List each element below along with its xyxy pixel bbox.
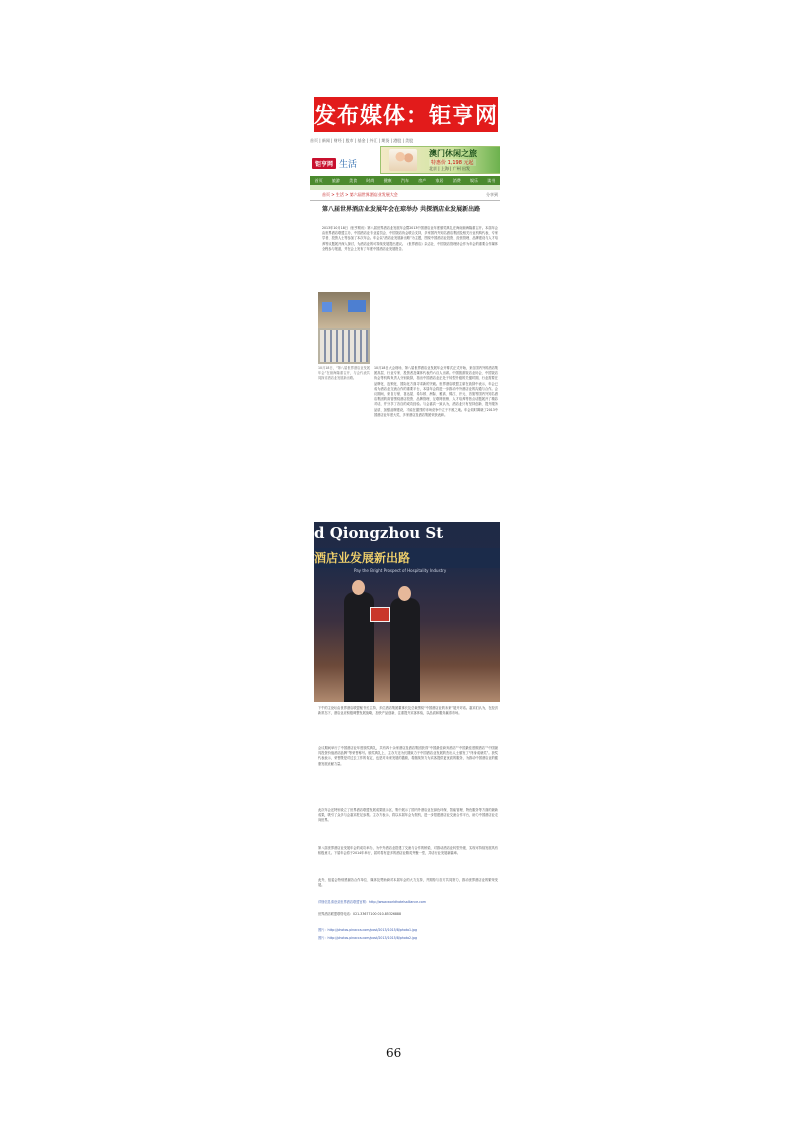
share-link[interactable]: 分享到 — [486, 192, 498, 197]
article-para-6: 第八届世界酒店业发展年会的成功举办，为中外酒店业搭建了交流与合作的桥梁，对推动酒店业转型升级、实现可持续发展具有积极意义。下届年会将于2014年举行，届时将有更多的酒店业精英齐聚一堂，共话行业发展新篇章。 — [318, 846, 498, 856]
main-nav — [310, 176, 500, 185]
article-para-1: 2013年10月18日（钜亨网讯）第八届世界酒店业发展年会暨2013中国酒店业年度颁奖典礼在海南琼海隆重召开。本届年会由世界酒店联盟主办，中国酒店业专业委员会、中国饭店协会联合支持，多家国内外知名酒店集团及相关行业机构代表、专家学者、投资人士等参加了本次年会。年会以“酒店业发展新出路”为主题，围绕中国酒店业投资、经营管理、品牌建设与人才培养等议题展开深入探讨，为酒店业的可持续发展提出建议。《世界酒店》杂志社、中国饭店管理协会作为年会的重要合作媒体全程参与报道，并在会上发布了年度中国酒店业发展报告。 — [322, 226, 498, 251]
article-para-2: 10月18日大会现场，第八届世界酒店业发展年会开幕式正式开始，来自国内外的酒店集团高层、行业专家、投资者及媒体代表约六百人出席。中国旅游饭店业协会、中国饭店协会等机构负责人分别致辞，指出中国酒店业正处于转型升级的关键时期，行业需要在品牌化、连锁化、国际化方面寻求新的突破。世界酒店联盟主席在致辞中表示，年会已成为酒店业交流合作的重要平台，本届年会将进一步推动中外酒店业的沟通与合作。会议期间，来自万豪、喜达屋、希尔顿、洲际、雅高、锦江、开元、首旅等国内外知名酒店集团的高管围绕酒店投资、品牌管理、互联网营销、人才培养等热点话题展开了精彩对话，并分享了各自的成功经验。与会嘉宾一致认为，酒店业只有坚持创新、提升服务品质、加强品牌建设，才能在激烈的市场竞争中立于不败之地。年会同时揭晓了2013中国酒店业年度大奖，多家酒店及酒店集团荣获表彰。 — [374, 366, 498, 417]
divider — [310, 200, 500, 201]
page-number: 66 — [386, 1046, 402, 1060]
article-headline: 第八届世界酒店业发展年会在琼举办 共探酒店业发展新出路 — [322, 206, 481, 213]
news-screenshot — [310, 136, 500, 1016]
ad-price: 特惠价 1,198 元起 — [431, 160, 474, 166]
conference-screen-left — [322, 302, 332, 312]
footer-contact: 世界酒店联盟联络电话：021-33677100 010-85326888 — [318, 912, 401, 916]
stage-sign-en: d Qiongzhou St — [314, 524, 444, 542]
award-photo — [314, 522, 500, 702]
nav-item[interactable]: 娱乐 — [470, 178, 479, 183]
breadcrumb[interactable]: 首页 > 生活 > 第六届世界酒店业发展大会 — [322, 192, 398, 197]
nav-item[interactable]: 美食 — [349, 178, 358, 183]
stage-sign-cn: 酒店业发展新出路 — [314, 548, 500, 568]
logo-mark: 钜亨网 — [312, 158, 336, 169]
article-para-4: 会议期间举行了中国酒店业年度颁奖典礼，共有四十余家酒店及酒店集团获得“中国最佳商务酒店”“中国最佳度假酒店”“中国最具投资价值酒店品牌”等荣誉称号。颁奖典礼上，主办方还为长期致力于中国酒店业发展的杰出人士颁发了“终身成就奖”。获奖代表表示，荣誉既是对过去工作的肯定，也是对未来发展的激励，将继续努力为宾客提供更优质的服务，为推动中国酒店业的健康发展贡献力量。 — [318, 746, 498, 766]
conference-photo — [318, 292, 370, 364]
ad-photo — [389, 149, 417, 171]
nav-item[interactable]: 旅游 — [331, 178, 340, 183]
nav-item[interactable]: 健康 — [383, 178, 392, 183]
nav-item[interactable]: 家居 — [435, 178, 444, 183]
top-links[interactable]: 首页 | 新闻 | 财经 | 股市 | 基金 | 外汇 | 期货 | 港股 | 美股 — [310, 138, 414, 143]
footer-site-link[interactable]: 详细信息请登录世界酒店联盟官网：http://www.worldhotelsalliance.com — [318, 900, 426, 904]
footer-photo-link-1[interactable]: 图片：http://photos.pinacca.com/post/2013/1015/8/photo1.jpg — [318, 928, 418, 932]
photo-caption: 10月18日，“第八届世界酒店业发展年会”在琼海隆重召开，与会代表共同探讨酒店业发展新出路。 — [318, 366, 370, 381]
conference-screen — [348, 300, 366, 312]
ad-banner[interactable] — [380, 146, 500, 174]
media-banner: 发布媒体：钜亨网 — [314, 97, 498, 132]
article-para-5: 此次年会还特别设立了世界酒店联盟发展成果展示区，集中展示了国内外酒店业在绿色环保、智能管理、特色服务等方面的最新成果，吸引了众多与会嘉宾驻足参观。主办方表示，将以本届年会为契机，进一步搭建酒店业交流合作平台，助力中国酒店业走向世界。 — [318, 808, 498, 823]
ad-title: 澳门休闲之旅 — [429, 149, 477, 158]
ad-sub: 北京 | 上海 | 广州 出发 — [429, 166, 471, 171]
nav-item[interactable]: 首页 — [314, 178, 323, 183]
footer-photo-link-2[interactable]: 图片：http://photos.pinacca.com/post/2013/1015/8/photo2.jpg — [318, 936, 418, 940]
sub-nav — [310, 185, 500, 190]
article-para-7: 此外，组委会特别感谢各合作单位、媒体及赞助商对本届年会的大力支持，并期待与各方共同努力，推动世界酒店业的繁荣发展。 — [318, 878, 498, 888]
logo-section: 生活 — [339, 159, 358, 170]
nav-item[interactable]: 房产 — [418, 178, 427, 183]
site-logo[interactable] — [312, 156, 357, 170]
nav-item[interactable]: 时尚 — [366, 178, 375, 183]
nav-item[interactable]: 读书 — [487, 178, 496, 183]
person-right — [390, 598, 420, 702]
article-para-3: 下午的主论坛由世界酒店联盟秘书长主持，多位酒店集团董事长及总裁围绕“中国酒店业的未来”展开对话。嘉宾们认为，在经济新常态下，酒店业应积极调整发展战略，加快产品创新，注重提升宾客体验，以品质和服务赢得市场。 — [318, 706, 498, 716]
stage-sign-sub: Pay the Bright Prospect of Hospitality Industry — [354, 568, 447, 573]
award-certificate — [370, 607, 390, 622]
nav-item[interactable]: 汽车 — [400, 178, 409, 183]
nav-item[interactable]: 消费 — [452, 178, 461, 183]
